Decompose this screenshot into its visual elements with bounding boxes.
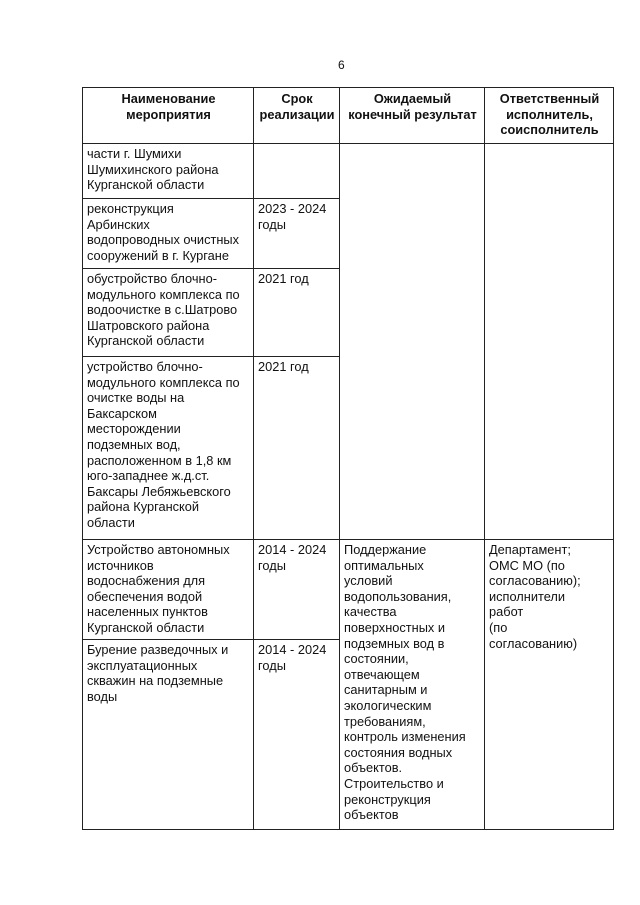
table-row <box>83 144 614 199</box>
row-name-cell: Устройство автономных источников водоснабжения для обеспечения водой населенных пунктов Курганской области <box>83 540 254 640</box>
executor-cell-empty <box>485 144 614 540</box>
page-number: 6 <box>338 58 345 72</box>
header-name: Наименование мероприятия <box>83 88 254 144</box>
row-name-cell: реконструкция Арбинских водопроводных очистных сооружений в г. Кургане <box>83 199 254 269</box>
executor-cell: Департамент; ОМС МО (по согласованию); исполнители работ (по согласованию) <box>485 540 614 830</box>
row-term-cell: 2014 - 2024 годы <box>254 640 340 830</box>
header-result: Ожидаемый конечный результат <box>340 88 485 144</box>
table-row <box>83 540 614 640</box>
row-term-cell: 2021 год <box>254 269 340 357</box>
row-name-cell: Бурение разведочных и эксплуатационных скважин на подземные воды <box>83 640 254 830</box>
row-name-cell: устройство блочно- модульного комплекса по очистке воды на Баксарском месторождении подземных вод, расположенном в 1,8 км юго-западнее ж.д.ст. Баксары Лебяжьевского района Курганской области <box>83 357 254 540</box>
row-term-cell: 2021 год <box>254 357 340 540</box>
header-executor: Ответственный исполнитель, соисполнитель <box>485 88 614 144</box>
result-cell-empty <box>340 144 485 540</box>
row-term-cell <box>254 144 340 199</box>
header-term: Срок реализации <box>254 88 340 144</box>
table-header-row <box>83 88 614 144</box>
row-name-cell: части г. Шумихи Шумихинского района Курганской области <box>83 144 254 199</box>
row-term-cell: 2023 - 2024 годы <box>254 199 340 269</box>
row-term-cell: 2014 - 2024 годы <box>254 540 340 640</box>
row-name-cell: обустройство блочно- модульного комплекса по водоочистке в с.Шатрово Шатровского района Курганской области <box>83 269 254 357</box>
measures-table <box>82 87 614 830</box>
result-cell: Поддержание оптимальных условий водопользования, качества поверхностных и подземных вод в состоянии, отвечающем санитарным и экологическим требованиям, контроль изменения состояния водных объектов. Строительство и реконструкция объектов <box>340 540 485 830</box>
